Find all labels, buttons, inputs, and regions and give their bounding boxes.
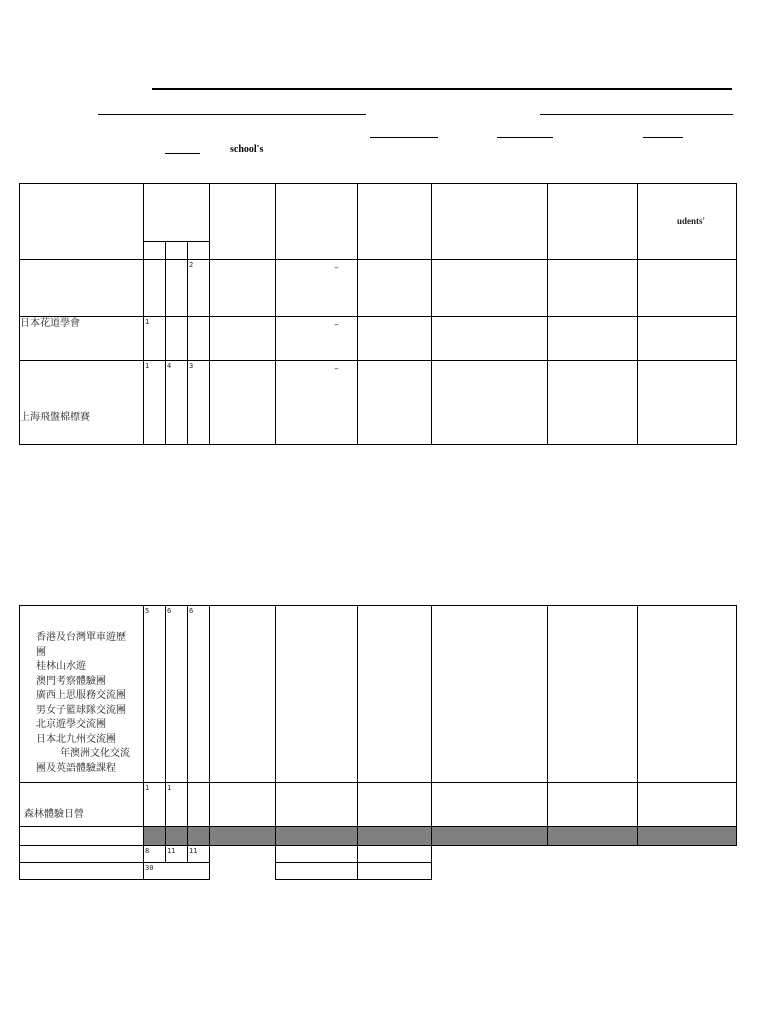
data-cell [358, 846, 432, 863]
shaded-cell [276, 827, 358, 846]
data-cell [432, 783, 548, 827]
list-item: 澳門考察體驗團 [36, 675, 106, 687]
activity-name: 日本花道學會 [20, 318, 80, 329]
data-cell [358, 783, 432, 827]
data-cell [432, 260, 548, 317]
shaded-cell [210, 827, 276, 846]
list-item: 日本北九州交流團 [36, 733, 116, 745]
header-count-group [144, 184, 210, 242]
count-value: 5 [145, 607, 150, 615]
header-students-label: udents' [677, 216, 706, 226]
count-cell [188, 260, 210, 317]
data-cell [638, 317, 737, 361]
name-rule-right [540, 114, 733, 115]
data-cell [548, 783, 638, 827]
data-cell [358, 863, 432, 880]
dash-mark: – [334, 320, 339, 330]
count-cell [144, 260, 166, 317]
count-cell [144, 317, 166, 361]
count-cell [188, 317, 210, 361]
list-item: 年澳洲文化交流 [60, 748, 130, 759]
total-cell [166, 846, 188, 863]
title-rule [152, 88, 732, 90]
data-cell [358, 260, 432, 317]
table-row [20, 317, 737, 361]
total-value: 11 [189, 847, 198, 855]
list-item: 廣西上思服務交流團 [36, 690, 126, 701]
list-item: 桂林山水遊 [36, 661, 86, 672]
count-value [144, 260, 165, 261]
shaded-cell [548, 827, 638, 846]
data-cell [432, 361, 548, 445]
count-cell [166, 783, 188, 827]
grand-total-cell [144, 863, 210, 880]
data-cell [432, 606, 548, 783]
header-cell [210, 184, 276, 260]
data-cell [358, 361, 432, 445]
data-cell [638, 783, 737, 827]
shaded-cell [144, 827, 166, 846]
separator-label-cell [20, 827, 144, 846]
data-cell [276, 606, 358, 783]
data-cell [276, 846, 358, 863]
data-cell [276, 317, 358, 361]
header-students-cell [638, 184, 737, 260]
name-rule-left [98, 114, 366, 115]
data-cell [548, 606, 638, 783]
header-cell [432, 184, 548, 260]
count-cell [188, 783, 210, 827]
count-cell [166, 260, 188, 317]
data-cell [276, 361, 358, 445]
date-rule-3 [643, 137, 683, 138]
count-value [188, 317, 209, 318]
shaded-cell [188, 827, 210, 846]
table-row [20, 783, 737, 827]
count-value: 1 [145, 362, 150, 370]
data-cell [548, 361, 638, 445]
date-rule-2 [497, 137, 553, 138]
count-cell [144, 361, 166, 445]
list-item: 香港及台灣單車遊歷 [36, 632, 126, 643]
header-cell [548, 184, 638, 260]
count-value: 3 [189, 362, 194, 370]
grand-total-value: 30 [145, 864, 154, 872]
count-cell [166, 317, 188, 361]
data-cell [358, 317, 432, 361]
count-cell [188, 606, 210, 783]
data-cell [638, 260, 737, 317]
shaded-cell [432, 827, 548, 846]
data-cell [638, 361, 737, 445]
total-value: 8 [145, 847, 150, 855]
header-subcol [144, 242, 166, 260]
totals-row [20, 846, 737, 863]
data-cell [548, 260, 638, 317]
totals-label-cell [20, 846, 144, 863]
count-value [188, 783, 209, 784]
shaded-cell [166, 827, 188, 846]
activity-name-cell [20, 317, 144, 361]
count-cell [144, 606, 166, 783]
header-cell [276, 184, 358, 260]
activities-table-bottom [19, 605, 737, 880]
activity-name-cell [20, 260, 144, 317]
header-cell [358, 184, 432, 260]
list-item: 團 [36, 646, 46, 658]
count-value [166, 260, 187, 261]
count-value [166, 317, 187, 318]
school-blank-rule [165, 153, 200, 154]
dash-mark: – [334, 263, 339, 273]
list-item: 北京遊學交流團 [36, 719, 106, 730]
count-value: 6 [189, 607, 194, 615]
data-cell [548, 317, 638, 361]
dash-mark: – [334, 364, 339, 374]
total-cell [188, 846, 210, 863]
count-value: 2 [189, 261, 194, 269]
count-value: 1 [145, 784, 150, 792]
activity-name-cell [20, 361, 144, 445]
total-cell [144, 846, 166, 863]
data-cell [276, 783, 358, 827]
activity-name: 上海飛盤棉標賽 [20, 412, 90, 423]
shaded-cell [358, 827, 432, 846]
data-cell [210, 606, 276, 783]
data-cell [432, 317, 548, 361]
shaded-cell [638, 827, 737, 846]
count-cell [166, 606, 188, 783]
data-cell [210, 260, 276, 317]
shaded-separator-row [20, 827, 737, 846]
data-cell [210, 846, 276, 863]
date-rule-1 [370, 137, 438, 138]
count-value: 6 [167, 607, 172, 615]
activity-name: 森林體驗日營 [24, 809, 84, 820]
data-cell [210, 783, 276, 827]
activities-table-top [19, 183, 737, 445]
grand-total-label-cell [20, 863, 144, 880]
table-row [20, 606, 737, 783]
data-cell [358, 606, 432, 783]
data-cell [210, 361, 276, 445]
count-value: 1 [167, 784, 172, 792]
count-value: 4 [167, 362, 172, 370]
data-cell [210, 317, 276, 361]
header-subcol [188, 242, 210, 260]
table-row [20, 260, 737, 317]
table-row [20, 361, 737, 445]
data-cell [638, 606, 737, 783]
header-subcol [166, 242, 188, 260]
count-cell [166, 361, 188, 445]
total-value: 11 [167, 847, 176, 855]
header-activity-cell [20, 184, 144, 260]
activity-list-cell [20, 606, 144, 783]
list-item: 團及英語體驗課程 [36, 762, 116, 774]
data-cell [276, 863, 358, 880]
count-cell [188, 361, 210, 445]
activity-name-cell [20, 783, 144, 827]
data-cell [276, 260, 358, 317]
grand-total-row [20, 863, 737, 880]
count-cell [144, 783, 166, 827]
list-item: 男女子籃球隊交流團 [36, 704, 126, 716]
schools-label: school's [230, 144, 264, 155]
count-value: 1 [145, 318, 150, 326]
